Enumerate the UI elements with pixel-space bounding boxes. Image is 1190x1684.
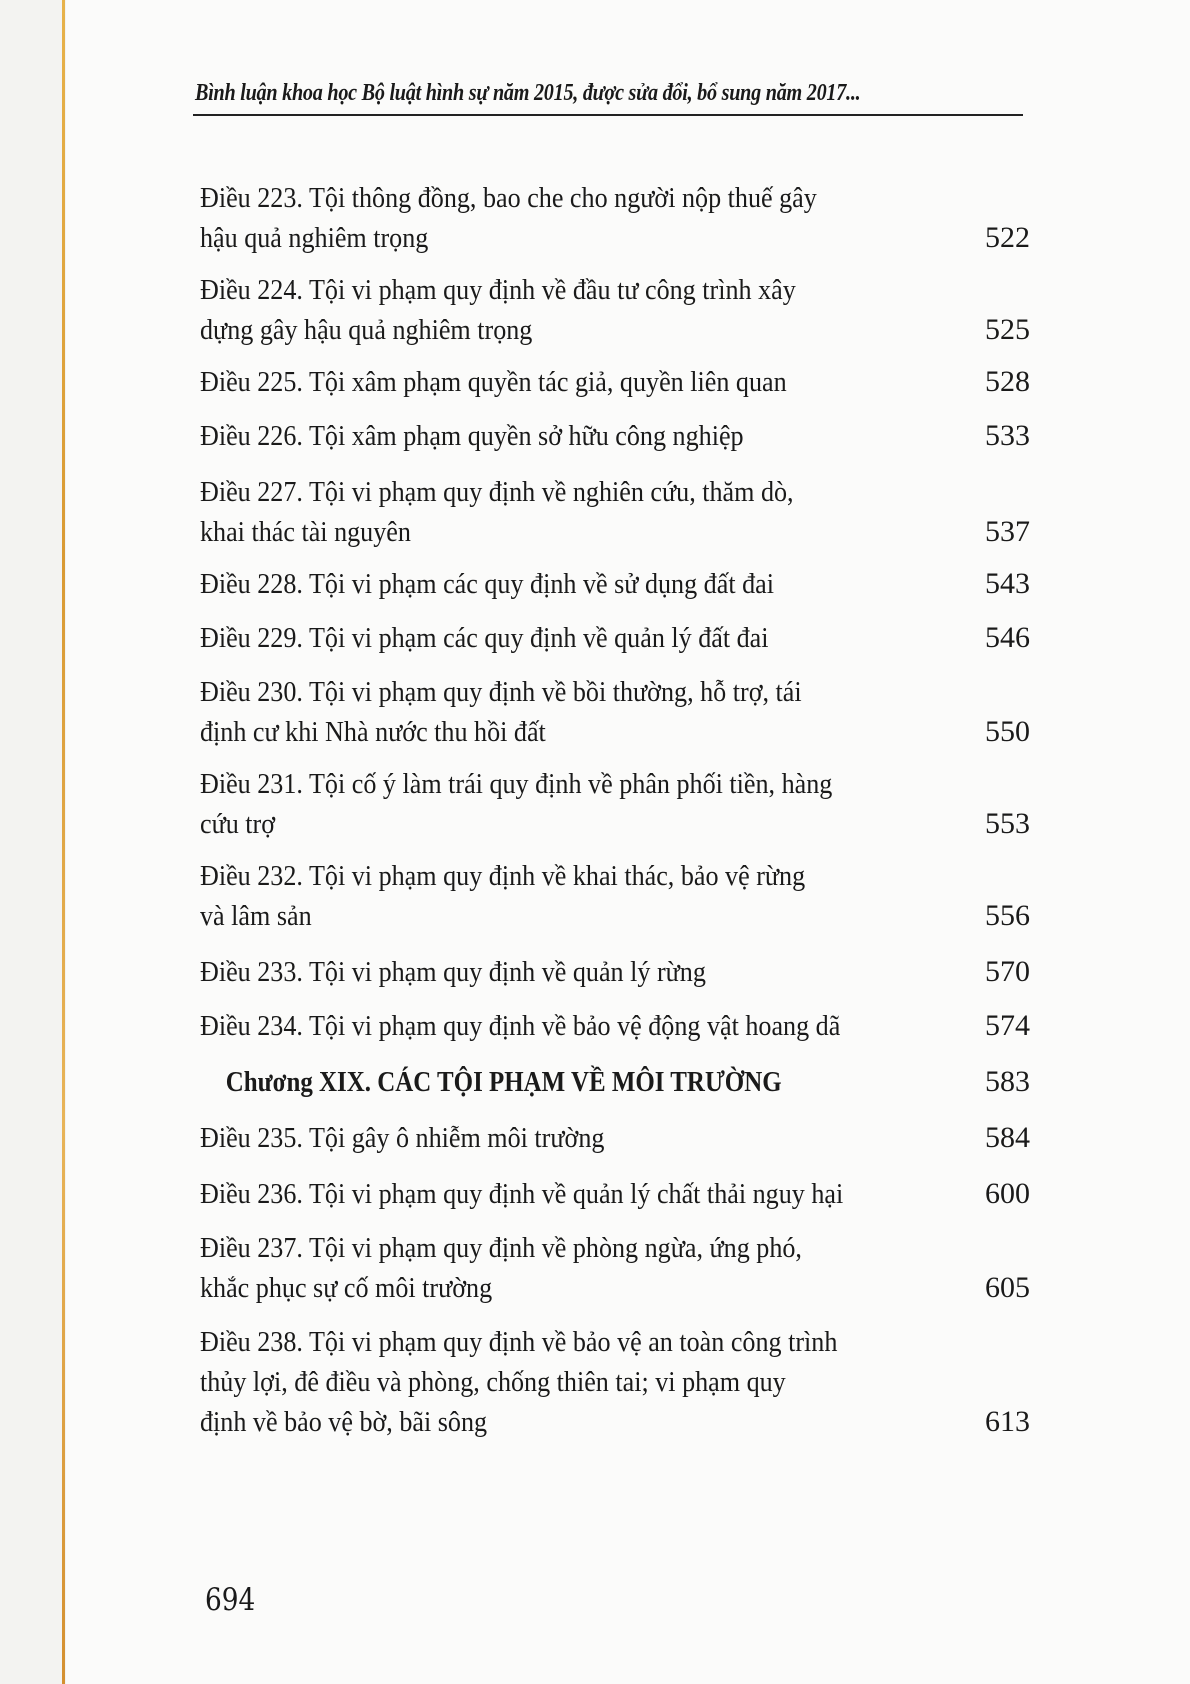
toc-entry	[200, 1322, 1030, 1442]
toc-page-ref: 584	[985, 1121, 1030, 1154]
toc-entry	[200, 178, 1030, 258]
toc-entry-title-line: Điều 227. Tội vi phạm quy định về nghiên cứu, thăm dò,	[200, 476, 794, 508]
toc-entry	[200, 270, 1030, 350]
toc-entry-title-line: thủy lợi, đê điều và phòng, chống thiên tai; vi phạm quy	[200, 1366, 786, 1398]
toc-entry-title-line: Điều 232. Tội vi phạm quy định về khai thác, bảo vệ rừng	[200, 860, 806, 892]
toc-page-ref: 543	[985, 567, 1030, 600]
header-rule	[193, 114, 1023, 116]
table-of-contents	[200, 178, 1030, 1456]
toc-entry-title	[200, 178, 848, 258]
toc-page-ref: 528	[985, 365, 1030, 398]
toc-entry	[200, 1228, 1030, 1308]
toc-entry-title-line: Điều 238. Tội vi phạm quy định về bảo vệ an toàn công trình	[200, 1326, 838, 1358]
toc-entry-title	[200, 1174, 848, 1214]
toc-entry-title-line: Điều 231. Tội cố ý làm trái quy định về phân phối tiền, hàng	[200, 768, 833, 800]
toc-entry-title	[200, 1118, 848, 1158]
toc-entry-title	[200, 618, 848, 658]
toc-entry	[200, 1174, 1030, 1214]
toc-entry-title-line: định cư khi Nhà nước thu hồi đất	[200, 716, 546, 748]
toc-entry-title-line: Điều 236. Tội vi phạm quy định về quản lý chất thải nguy hại	[200, 1178, 844, 1210]
toc-entry	[200, 564, 1030, 604]
toc-entry	[200, 416, 1030, 456]
toc-entry-title	[200, 952, 848, 992]
toc-entry-title	[200, 472, 848, 552]
toc-entry-title-line: Điều 223. Tội thông đồng, bao che cho người nộp thuế gây	[200, 182, 817, 214]
toc-page-ref: 583	[985, 1065, 1030, 1098]
toc-page-ref: 533	[985, 419, 1030, 452]
toc-entry-title-line: Điều 228. Tội vi phạm các quy định về sử dụng đất đai	[200, 568, 774, 600]
toc-page-ref: 546	[985, 621, 1030, 654]
toc-entry-title	[200, 764, 848, 844]
toc-page-ref: 556	[985, 899, 1030, 932]
toc-entry-title-line: Điều 229. Tội vi phạm các quy định về quản lý đất đai	[200, 622, 769, 654]
toc-entry-title	[200, 856, 848, 936]
toc-entry-title-line: và lâm sản	[200, 900, 312, 932]
toc-entry-title-line: Điều 234. Tội vi phạm quy định về bảo vệ động vật hoang dã	[200, 1010, 841, 1042]
toc-entry-title-line: cứu trợ	[200, 808, 276, 840]
toc-entry-title	[200, 362, 848, 402]
toc-entry-title-line: hậu quả nghiêm trọng	[200, 222, 429, 254]
toc-page-ref: 570	[985, 955, 1030, 988]
toc-entry-title	[200, 1322, 848, 1442]
running-head: Bình luận khoa học Bộ luật hình sự năm 2015, được sửa đổi, bổ sung năm 2017...	[195, 80, 861, 106]
toc-entry-title	[200, 1062, 845, 1102]
toc-chapter-heading	[200, 1062, 1030, 1102]
toc-entry-title	[200, 270, 848, 350]
toc-entry-title-line: dựng gây hậu quả nghiêm trọng	[200, 314, 533, 346]
toc-entry	[200, 618, 1030, 658]
toc-entry-title-line: định về bảo vệ bờ, bãi sông	[200, 1406, 488, 1438]
toc-entry-title-line: Điều 237. Tội vi phạm quy định về phòng ngừa, ứng phó,	[200, 1232, 802, 1264]
toc-entry	[200, 472, 1030, 552]
toc-page-ref: 525	[985, 313, 1030, 346]
toc-page-ref: 600	[985, 1177, 1030, 1210]
toc-entry-title	[200, 564, 848, 604]
toc-page-ref: 605	[985, 1271, 1030, 1304]
toc-entry-title-line: Chương XIX. CÁC TỘI PHẠM VỀ MÔI TRƯỜNG	[225, 1066, 782, 1098]
toc-entry-title-line: Điều 230. Tội vi phạm quy định về bồi thường, hỗ trợ, tái	[200, 676, 802, 708]
toc-entry-title	[200, 1228, 848, 1308]
toc-entry-title-line: Điều 225. Tội xâm phạm quyền tác giả, quyền liên quan	[200, 366, 787, 398]
toc-entry-title	[200, 416, 848, 456]
toc-entry	[200, 672, 1030, 752]
toc-entry	[200, 1118, 1030, 1158]
toc-entry-title-line: khai thác tài nguyên	[200, 516, 411, 548]
toc-entry-title-line: Điều 235. Tội gây ô nhiễm môi trường	[200, 1122, 605, 1154]
toc-entry	[200, 1006, 1030, 1046]
toc-entry-title-line: khắc phục sự cố môi trường	[200, 1272, 493, 1304]
toc-page-ref: 537	[985, 515, 1030, 548]
toc-entry	[200, 764, 1030, 844]
toc-entry-title-line: Điều 226. Tội xâm phạm quyền sở hữu công nghiệp	[200, 420, 744, 452]
toc-page-ref: 553	[985, 807, 1030, 840]
toc-entry	[200, 856, 1030, 936]
toc-entry-title-line: Điều 233. Tội vi phạm quy định về quản lý rừng	[200, 956, 706, 988]
toc-entry-title	[200, 1006, 848, 1046]
page-number: 694	[205, 1582, 256, 1618]
toc-entry	[200, 952, 1030, 992]
toc-entry	[200, 362, 1030, 402]
toc-page-ref: 522	[985, 221, 1030, 254]
toc-entry-title-line: Điều 224. Tội vi phạm quy định về đầu tư công trình xây	[200, 274, 796, 306]
page-edge	[62, 0, 65, 1684]
toc-entry-title	[200, 672, 848, 752]
toc-page-ref: 574	[985, 1009, 1030, 1042]
toc-page-ref: 613	[985, 1405, 1030, 1438]
toc-page-ref: 550	[985, 715, 1030, 748]
